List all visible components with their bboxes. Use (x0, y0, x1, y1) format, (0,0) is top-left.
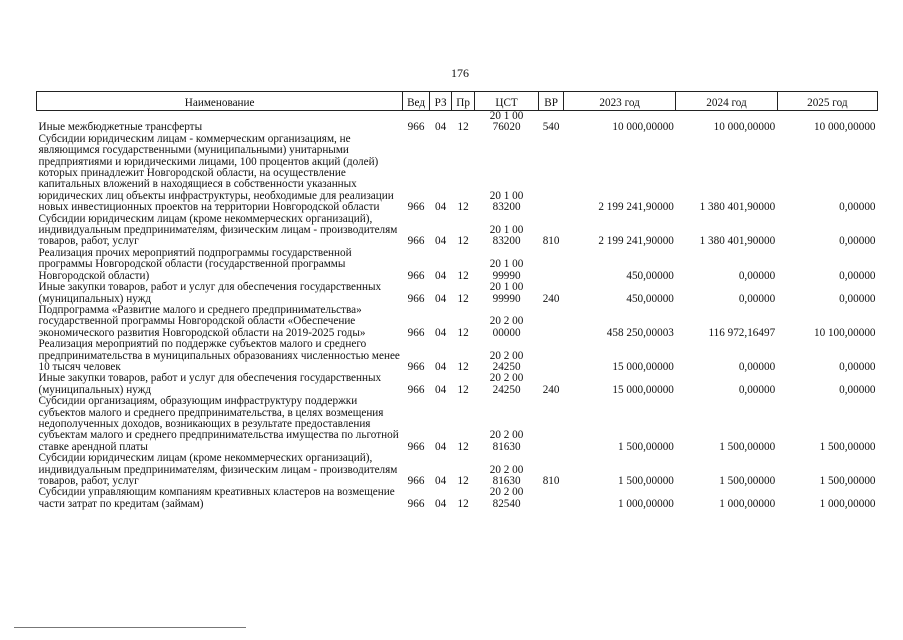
table-row (37, 214, 878, 248)
row-2023: 1 500,00000 (617, 475, 674, 487)
row-pr: 12 (457, 201, 469, 214)
row-cst: 20 1 00 99990 (489, 281, 524, 305)
row-rz: 04 (435, 201, 447, 214)
row-rz: 04 (435, 235, 447, 248)
row-pr: 12 (457, 383, 469, 396)
table-row (37, 373, 878, 396)
row-ved: 966 (407, 235, 425, 248)
row-rz: 04 (435, 497, 447, 510)
row-cst: 20 2 00 24250 (489, 349, 524, 373)
row-2023: 1 000,00000 (617, 497, 674, 510)
row-pr: 12 (457, 235, 469, 248)
row-2024: 0,00000 (738, 269, 776, 282)
row-ved: 966 (407, 440, 425, 453)
row-rz: 04 (435, 292, 447, 305)
row-2024: 1 000,00000 (719, 497, 776, 510)
row-name: Субсидии управляющим компаниям креативных кластеров на возмещение части затрат по кредитам (займам) (38, 486, 395, 510)
row-ved: 966 (407, 497, 425, 510)
row-2023: 1 500,00000 (617, 440, 674, 453)
table-row (37, 305, 878, 339)
row-rz: 04 (435, 326, 447, 339)
table-row (37, 111, 878, 134)
row-2024: 116 972,16497 (708, 326, 776, 339)
row-pr: 12 (457, 360, 469, 373)
row-cst: 20 1 00 83200 (489, 189, 524, 214)
col-header-name: Наименование (37, 92, 403, 111)
row-pr: 12 (457, 121, 469, 134)
row-pr: 12 (457, 475, 469, 487)
row-2025: 1 000,00000 (819, 497, 876, 510)
row-2025: 10 100,00000 (813, 326, 876, 339)
row-2023: 10 000,00000 (612, 121, 674, 134)
col-header-ved: Вед (403, 92, 430, 111)
row-2024: 0,00000 (738, 360, 776, 373)
row-ved: 966 (407, 475, 425, 487)
row-2023: 2 199 241,90000 (598, 235, 674, 248)
row-rz: 04 (435, 360, 447, 373)
row-cst: 20 1 00 83200 (489, 224, 524, 248)
row-2024: 0,00000 (738, 383, 776, 396)
row-name: Субсидии организациям, образующим инфраструктуру поддержки субъектов малого и среднего предпринимательства, в целях возмещения недополученных доходов, возникающих в результате предоставления субъектам малого и среднего предпринимательства имущества по льготной ставке арендной платы (38, 395, 399, 453)
row-name: Субсидии юридическим лицам (кроме некоммерческих организаций), индивидуальным предпринимателям, физическим лицам - производителям товаров, работ, услуг (38, 452, 398, 487)
row-vr (539, 339, 564, 373)
budget-table (36, 91, 878, 510)
row-cst: 20 2 00 00000 (489, 315, 524, 339)
row-name: Подпрограмма «Развитие малого и среднего предпринимательства» государственной программы Новгородской области «Обеспечение экономического развития Новгородской области на 2019-2025 годы» (38, 303, 366, 339)
row-2024: 1 500,00000 (719, 440, 776, 453)
row-ved: 966 (407, 292, 425, 305)
row-2023: 15 000,00000 (612, 383, 674, 396)
row-pr: 12 (457, 440, 469, 453)
col-header-pr: Пр (452, 92, 475, 111)
table-row (37, 248, 878, 282)
row-2024: 1 500,00000 (719, 475, 776, 487)
row-2023: 15 000,00000 (612, 360, 674, 373)
row-vr: 240 (542, 292, 560, 305)
row-cst: 20 2 00 82540 (489, 486, 524, 510)
header-row (37, 92, 878, 111)
row-ved: 966 (407, 121, 425, 134)
row-2023: 450,00000 (626, 292, 674, 305)
row-cst: 20 2 00 81630 (489, 463, 524, 487)
table-row (37, 453, 878, 487)
row-pr: 12 (457, 292, 469, 305)
row-2025: 0,00000 (839, 201, 876, 214)
row-pr: 12 (457, 497, 469, 510)
row-name: Иные межбюджетные трансферты (38, 121, 203, 134)
row-2024: 0,00000 (738, 292, 776, 305)
row-2025: 0,00000 (839, 235, 876, 248)
row-ved: 966 (407, 269, 425, 282)
row-2024: 1 380 401,90000 (699, 201, 776, 214)
col-header-vr: ВР (539, 92, 564, 111)
row-rz: 04 (435, 121, 447, 134)
row-vr (539, 248, 564, 282)
row-2025: 0,00000 (839, 383, 876, 396)
row-2024: 1 380 401,90000 (699, 235, 776, 248)
row-2023: 2 199 241,90000 (598, 201, 674, 214)
row-2025: 10 000,00000 (813, 121, 876, 134)
row-rz: 04 (435, 269, 447, 282)
row-vr (539, 134, 564, 214)
row-2025: 0,00000 (839, 269, 876, 282)
table-row (37, 396, 878, 453)
row-name: Иные закупки товаров, работ и услуг для обеспечения государственных (муниципальных) нужд (38, 281, 382, 305)
row-rz: 04 (435, 440, 447, 453)
row-vr (539, 487, 564, 510)
row-vr: 240 (542, 383, 560, 396)
row-2024: 10 000,00000 (713, 121, 776, 134)
row-vr (539, 396, 564, 453)
row-vr: 540 (542, 121, 560, 134)
page-number: 176 (451, 66, 469, 80)
table-row (37, 339, 878, 373)
row-pr: 12 (457, 326, 469, 339)
row-2025: 0,00000 (839, 292, 876, 305)
row-cst: 20 2 00 24250 (489, 372, 524, 396)
table-row (37, 282, 878, 305)
row-ved: 966 (407, 201, 425, 214)
row-ved: 966 (407, 360, 425, 373)
col-header-rz: РЗ (429, 92, 452, 111)
col-header-cst: ЦСТ (474, 92, 538, 111)
row-cst: 20 1 00 76020 (489, 110, 524, 134)
table-row (37, 487, 878, 510)
row-ved: 966 (407, 326, 425, 339)
row-cst: 20 2 00 81630 (489, 429, 524, 453)
row-2023: 450,00000 (626, 269, 674, 282)
row-name: Субсидии юридическим лицам (кроме некоммерческих организаций), индивидуальным предпринимателям, физическим лицам - производителям товаров, работ, услуг (38, 212, 398, 248)
row-rz: 04 (435, 383, 447, 396)
row-2025: 0,00000 (839, 360, 876, 373)
row-name: Иные закупки товаров, работ и услуг для обеспечения государственных (муниципальных) нужд (38, 372, 382, 396)
row-vr: 810 (542, 475, 560, 487)
row-vr: 810 (542, 235, 560, 248)
col-header-2024: 2024 год (676, 92, 777, 111)
row-2025: 1 500,00000 (819, 440, 876, 453)
row-2025: 1 500,00000 (819, 475, 876, 487)
row-rz: 04 (435, 475, 447, 487)
col-header-2023: 2023 год (563, 92, 676, 111)
row-2023: 458 250,00003 (606, 326, 674, 339)
row-cst: 20 1 00 99990 (489, 258, 524, 282)
row-ved: 966 (407, 383, 425, 396)
table-row (37, 134, 878, 214)
row-vr (539, 305, 564, 339)
col-header-2025: 2025 год (777, 92, 877, 111)
row-name: Реализация прочих мероприятий подпрограммы государственной программы Новгородской области (государственной программы Новгородской области) (38, 246, 352, 282)
row-name: Субсидии юридическим лицам - коммерческим организациям, не являющимся государственными (муниципальными) унитарными предприятиями и юридическими лицами, 100 процентов акций (долей) которых принадлежит Новгородской области, на осуществление капитальных вложений в находящиеся в собственности указанных юридических лиц объекты инфраструктуры, необходимые для реализации новых инвестиционных проектов на территории Новгородской области (38, 132, 394, 214)
row-name: Реализация мероприятий по поддержке субъектов малого и среднего предпринимательства в муниципальных образованиях численностью менее 10 тысяч человек (38, 338, 400, 373)
footnote-rule (14, 627, 246, 628)
row-pr: 12 (457, 269, 469, 282)
